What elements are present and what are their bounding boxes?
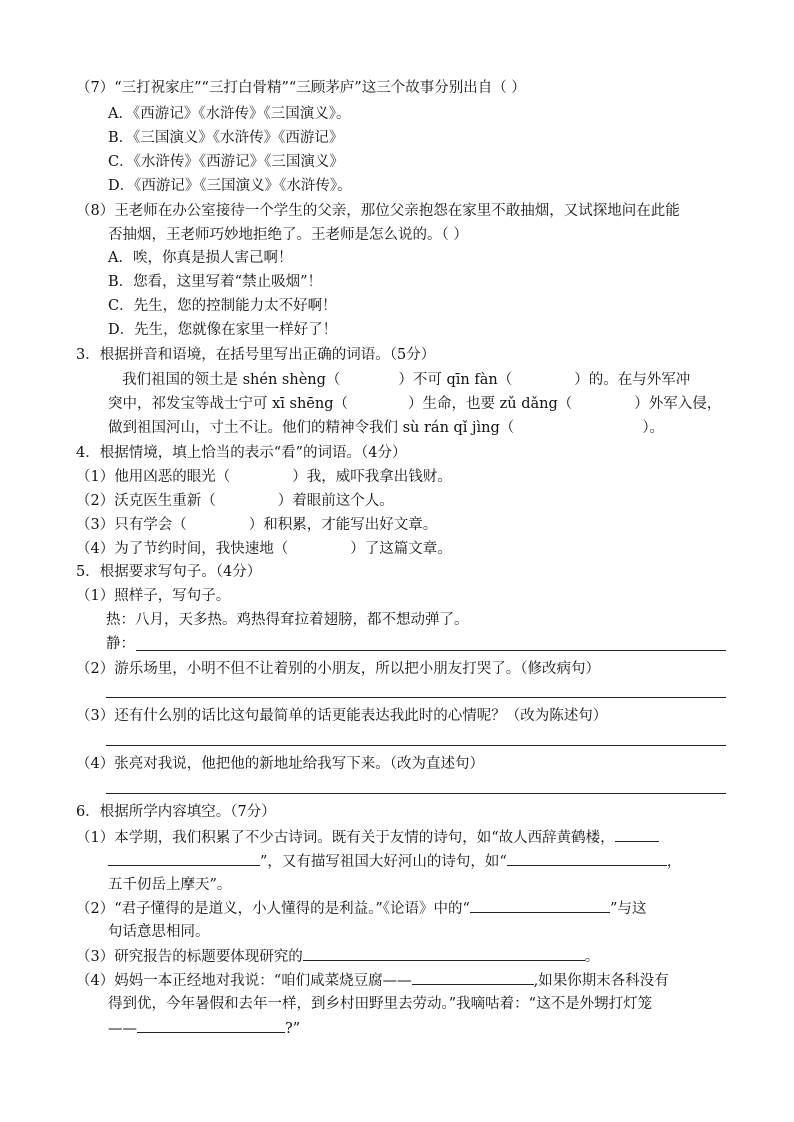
s6-text: ,如果你期末各科没有 bbox=[533, 973, 669, 989]
s3-text: ）。 bbox=[642, 420, 665, 436]
s6-text: （1）本学期，我们积累了不少古诗词。既有关于友情的诗句，如“故人西辞黄鹤楼， bbox=[76, 830, 615, 846]
s3-text: ）不可 qīn fàn（ bbox=[398, 372, 513, 388]
s6-text: （3）研究报告的标题要体现研究的 bbox=[76, 949, 303, 965]
answer-line-1[interactable] bbox=[136, 650, 726, 651]
s6-text: 。 bbox=[584, 949, 600, 965]
q7-option-a[interactable]: A．《西游记》《水浒传》《三国演义》。 bbox=[108, 106, 351, 122]
section6-item4-line3 bbox=[108, 1018, 300, 1039]
s6-text: （4）妈妈一本正经地对我说：“咱们咸菜烧豆腐—— bbox=[76, 973, 412, 989]
section6-item1-line3: 五千仞岳上摩天”。 bbox=[108, 877, 232, 893]
s4-text: （2）沃克医生重新（ bbox=[76, 493, 216, 509]
s4-text: ）了这篇文章。 bbox=[350, 541, 452, 557]
s6-text: —— bbox=[108, 1021, 137, 1037]
xiehouyu-blank-2[interactable] bbox=[137, 1018, 285, 1033]
q7-option-c[interactable]: C．《水浒传》《西游记》《三国演义》 bbox=[108, 154, 344, 170]
section5-item1: （1）照样子，写句子。 bbox=[76, 588, 231, 604]
section4-item2 bbox=[76, 491, 394, 511]
s6-text: ”与这 bbox=[609, 901, 647, 917]
q7-option-b[interactable]: B．《三国演义》《水浒传》《西游记》 bbox=[108, 130, 344, 146]
poem-blank-1a[interactable] bbox=[615, 827, 659, 842]
s6-text: ， bbox=[666, 854, 682, 870]
poem-blank-1b[interactable] bbox=[108, 851, 260, 866]
section4-item1 bbox=[76, 467, 452, 487]
section6-item4-line1 bbox=[76, 970, 669, 991]
section3-line1 bbox=[122, 370, 690, 390]
q8-stem-line1: （8）王老师在办公室接待一个学生的父亲，那位父亲抱怨在家里不敢抽烟，又试探地问在此能 bbox=[76, 203, 680, 219]
poem-blank-2[interactable] bbox=[507, 851, 667, 866]
s3-text: ）生命，也要 zǔ dǎng（ bbox=[408, 396, 573, 412]
s6-text: ?” bbox=[285, 1021, 301, 1037]
section4-item4 bbox=[76, 539, 452, 559]
q8-option-a[interactable]: A．唉，你真是损人害己啊！ bbox=[108, 250, 293, 266]
s4-text: ）和积累，才能写出好文章。 bbox=[248, 517, 438, 533]
section5-item2: （2）游乐场里，小明不但不让着别的小朋友，所以把小朋友打哭了。（修改病句） bbox=[76, 661, 600, 677]
s4-text: ）着眼前这个人。 bbox=[277, 493, 394, 509]
q8-stem-line2: 否抽烟，王老师巧妙地拒绝了。王老师是怎么说的。（ ） bbox=[108, 227, 468, 243]
section4-title: 4．根据情境，填上恰当的表示“看”的词语。（4分） bbox=[76, 445, 407, 461]
section4-item3 bbox=[76, 515, 437, 535]
s4-text: （4）为了节约时间，我快速地（ bbox=[76, 541, 289, 557]
section6-item2-line2: 句话意思相同。 bbox=[108, 924, 210, 940]
answer-line-3[interactable] bbox=[106, 745, 726, 746]
section6-item2-line1 bbox=[76, 898, 646, 919]
s6-text: ”，又有描写祖国大好河山的诗句，如“ bbox=[260, 854, 507, 870]
section3-line2 bbox=[108, 394, 721, 414]
q8-option-c[interactable]: C．先生，您的控制能力太不好啊！ bbox=[108, 298, 337, 314]
s3-text: ）外军入侵， bbox=[634, 396, 722, 412]
section5-jing-label: 静： bbox=[106, 636, 135, 652]
section5-item4: （4）张亮对我说，他把他的新地址给我写下来。（改为直述句） bbox=[76, 756, 484, 772]
xiehouyu-blank-1[interactable] bbox=[412, 970, 534, 985]
section6-item3 bbox=[76, 946, 599, 967]
section5-example: 热：八月，天多热。鸡热得耷拉着翅膀，都不想动弹了。 bbox=[106, 612, 469, 628]
section3-title: 3．根据拼音和语境，在括号里写出正确的词语。（5分） bbox=[76, 347, 436, 363]
q8-option-d[interactable]: D．先生，您就像在家里一样好了！ bbox=[108, 322, 338, 338]
s3-text: 突中，祁发宝等战士宁可 xī shēng（ bbox=[108, 396, 349, 412]
s6-text: （2）“君子懂得的是道义，小人懂得的是利益。”《论语》中的“ bbox=[76, 901, 470, 917]
section5-title: 5．根据要求写句子。（4分） bbox=[76, 564, 262, 580]
section6-item4-line2: 得到优，今年暑假和去年一样，到乡村田野里去劳动。”我嘀咕着：“这不是外甥打灯笼 bbox=[108, 996, 653, 1012]
section6-item1-line1 bbox=[76, 827, 659, 848]
s3-text: 我们祖国的领土是 shén shèng（ bbox=[122, 372, 341, 388]
report-title-blank[interactable] bbox=[303, 946, 585, 961]
section6-title: 6．根据所学内容填空。（7分） bbox=[76, 804, 276, 820]
q8-option-b[interactable]: B．您看，这里写着“禁止吸烟”！ bbox=[108, 274, 322, 290]
section3-line3 bbox=[108, 418, 664, 438]
s3-text: 做到祖国河山，寸土不让。他们的精神令我们 sù rán qǐ jìng（ bbox=[108, 420, 515, 436]
section5-item3: （3）还有什么别的话比这句最简单的话更能表达我此时的心情呢？（改为陈述句） bbox=[76, 708, 608, 724]
q7-option-d[interactable]: D．《西游记》《三国演义》《水浒传》。 bbox=[108, 178, 352, 194]
lunyu-blank[interactable] bbox=[470, 898, 610, 913]
answer-line-4[interactable] bbox=[106, 793, 726, 794]
s4-text: （3）只有学会（ bbox=[76, 517, 187, 533]
s4-text: （1）他用凶恶的眼光（ bbox=[76, 469, 231, 485]
section6-item1-line2 bbox=[108, 851, 681, 872]
answer-line-2[interactable] bbox=[106, 697, 726, 698]
s3-text: ）的。在与外军冲 bbox=[574, 372, 691, 388]
s4-text: ）我，威吓我拿出钱财。 bbox=[292, 469, 452, 485]
q7-stem: （7）“三打祝家庄”“三打白骨精”“三顾茅庐”这三个故事分别出自（ ） bbox=[76, 80, 526, 96]
